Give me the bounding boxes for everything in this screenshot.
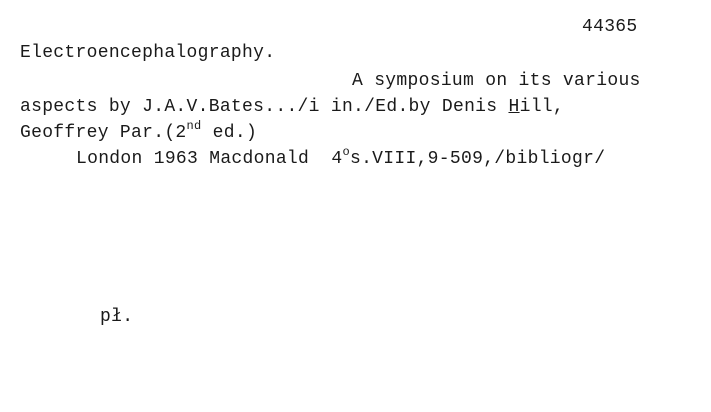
responsibility-text-1: aspects by J.A.V.Bates.../i in./Ed.by Denis: [20, 97, 509, 117]
responsibility-text-2: ill,: [519, 97, 565, 117]
subtitle-line: A symposium on its various: [352, 71, 641, 91]
imprint-text-1: London 1963 Macdonald 4: [76, 149, 343, 169]
responsibility-line: [20, 98, 564, 116]
imprint-superscript: o: [342, 145, 350, 159]
responsibility-underlined-letter: H: [508, 97, 520, 117]
imprint-text-2: s.VIII,9-509,/bibliogr/: [349, 149, 606, 169]
title-line: Electroencephalography.: [20, 43, 276, 63]
imprint-line: [76, 145, 606, 169]
edition-superscript: nd: [186, 119, 202, 133]
edition-text-2: ed.): [201, 123, 258, 143]
edition-line: [20, 119, 258, 143]
edition-text-1: Geoffrey Par.(2: [20, 123, 187, 143]
accession-number: 44365: [582, 17, 638, 37]
note: pł.: [100, 307, 134, 327]
